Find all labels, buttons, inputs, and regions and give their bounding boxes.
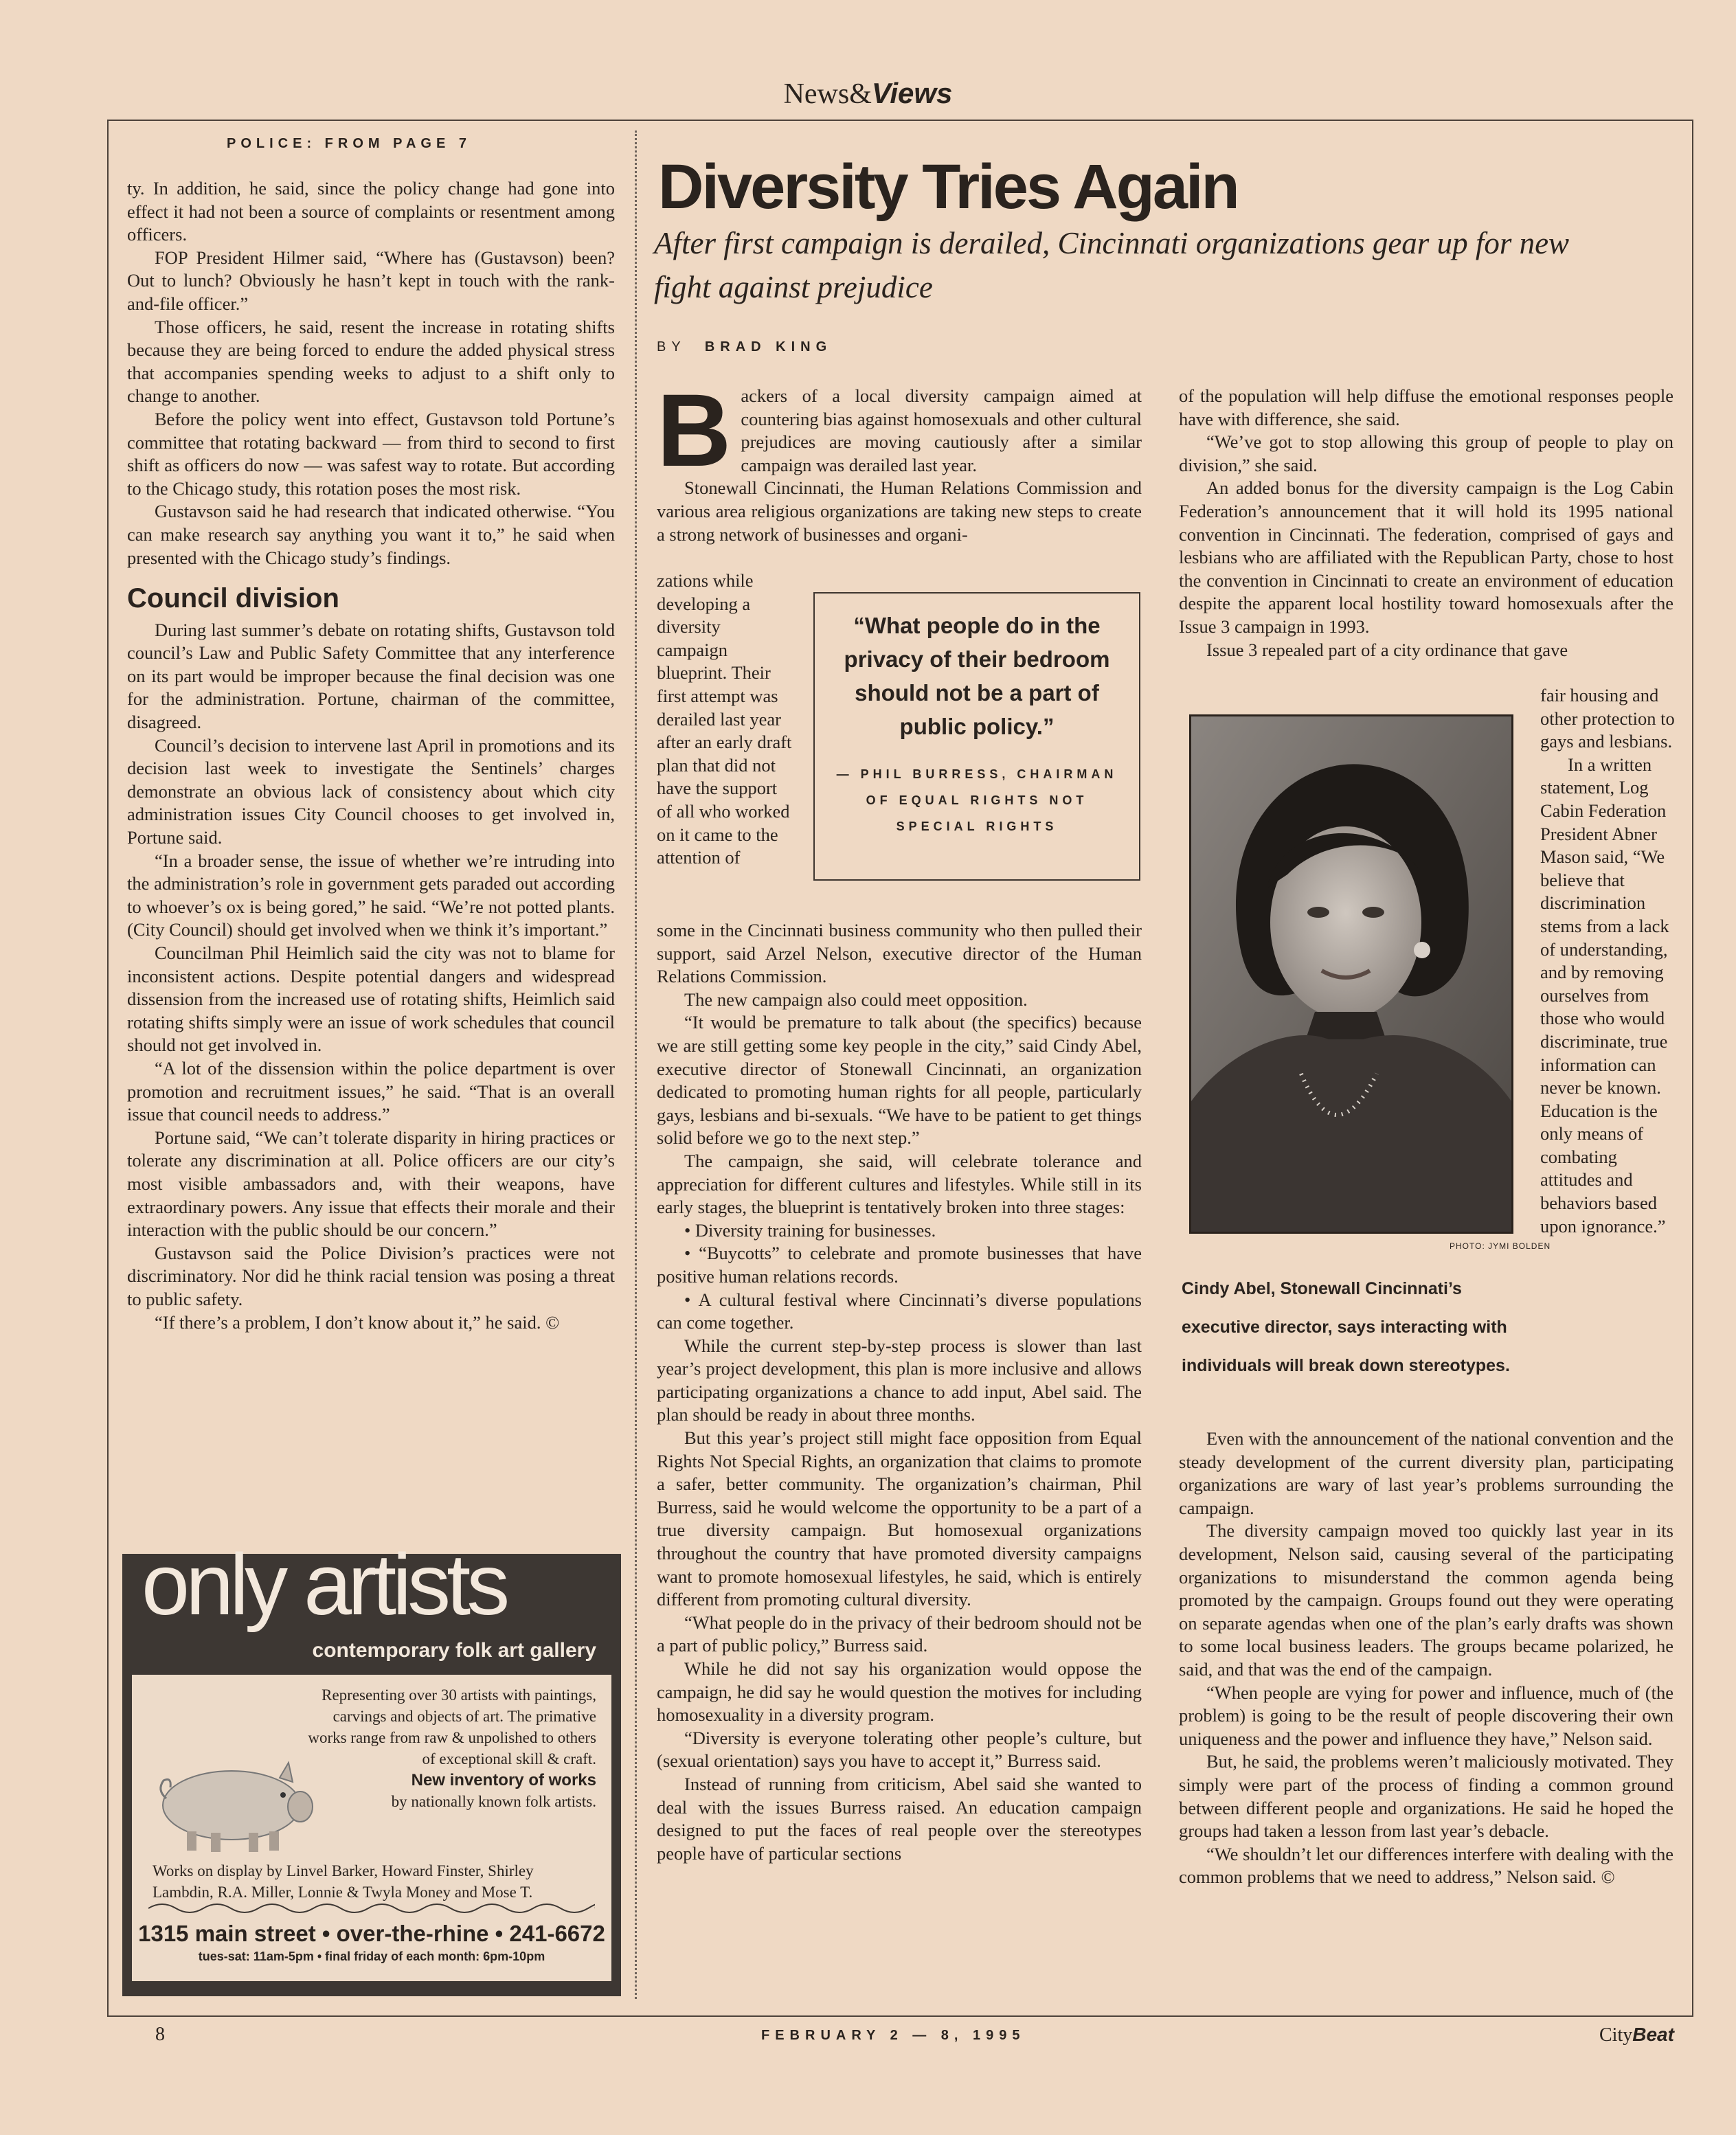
wavy-divider: [148, 1903, 595, 1914]
left-paragraph: Portune said, “We can’t tolerate disparity in hiring practices or tolerate any discrimination at all. Police officers are our city’s most visible ambassadors and, with their weapons, have extraordinary powers. Any issue that effects their morale and their interaction with the public should be our concern.”: [127, 1127, 615, 1241]
left-paragraph: Gustavson said he had research that indicated otherwise. “You can make research say anything you want it to,” he said when presented with the Chicago study’s findings.: [127, 501, 615, 568]
article-paragraph: “It would be premature to talk about (the specifics) because we are still getting some key people in the city,” said Cindy Abel, executive director of Stonewall Cincinnati, an organization dedicated to promoting human rights for all people, particularly gays, lesbians and bi-sexuals. “We have to be patient to get things solid before we go to the next step.”: [657, 1012, 1142, 1149]
left-paragraph: Before the policy went into effect, Gustavson told Portune’s committee that rotating backward — from third to second to first shift as officers do now — was safest way to rotate. But according to the Chicago study, this rotation poses the most risk.: [127, 408, 615, 499]
article-paragraph: some in the Cincinnati business community who then pulled their support, said Arzel Nelson, executive director of the Human Relations Commission.: [657, 920, 1142, 987]
ad-subtitle: contemporary folk art gallery: [312, 1639, 596, 1662]
headline: Diversity Tries Again: [658, 152, 1238, 222]
bullet-item: • A cultural festival where Cincinnati’s diverse populations can come together.: [657, 1289, 1142, 1333]
deck: After first campaign is derailed, Cincinnati organizations gear up for new fight against prejudice: [654, 226, 1570, 304]
article-paragraph: The campaign, she said, will celebrate tolerance and appreciation for different cultures and lifestyles. While still in its early stages, the blueprint is tentatively broken into three stages:: [657, 1150, 1142, 1218]
article-paragraph: Even with the announcement of the national convention and the steady development of the current diversity plan, participating organizations are wary of last year’s problems surrounding the campaign.: [1179, 1428, 1673, 1518]
article-opening: [657, 372, 1142, 546]
section-name-views: Views: [871, 77, 953, 109]
right-column-top: [1179, 385, 1673, 662]
gallery-advertisement: [122, 1536, 621, 1996]
article-paragraph: “Diversity is everyone tolerating other people’s culture, but (sexual orientation) says you have to accept it,” Burress said.: [657, 1727, 1142, 1772]
ad-title: only artists: [142, 1536, 506, 1633]
subhead-council-division: Council division: [127, 583, 339, 614]
article-paragraph: While the current step-by-step process is slower than last year’s project development, this plan is more inclusive and allows participating organizations a chance to add input, Abel said. The plan should be ready in about three months.: [657, 1335, 1142, 1425]
article-paragraph: “What people do in the privacy of their bedroom should not be a part of public policy,” Burress said.: [657, 1612, 1142, 1656]
byline-author: BRAD KING: [704, 339, 833, 354]
article-paragraph: But, he said, the problems weren’t maliciously motivated. They simply were part of the process of finding a common ground between different people and organizations. He said he hoped the groups had taken a lesson from last year’s debacle.: [1179, 1751, 1673, 1842]
pull-quote-attribution: — PHIL BURRESS, CHAIRMAN OF EQUAL RIGHTS NOT SPECIAL RIGHTS: [836, 767, 1118, 833]
left-paragraph: FOP President Hilmer said, “Where has (Gustavson) been? Out to lunch? Obviously he hasn’t kept in touch with the rank-and-file officer.”: [127, 247, 615, 314]
ad-new-inventory: New inventory of works: [411, 1771, 596, 1789]
bullet-item: • “Buycotts” to celebrate and promote businesses that have positive human relations records.: [657, 1243, 1142, 1287]
brand-beat: Beat: [1632, 2024, 1674, 2045]
left-paragraph: ty. In addition, he said, since the policy change had gone into effect it had not been a source of complaints or resentment among officers.: [127, 178, 615, 245]
left-paragraph: Councilman Phil Heimlich said the city was not to blame for inconsistent actions. Despite potential dangers and widespread dissension from the increased use of rotating shifts, Heimlich said rotating shifts simply were an issue of work schedules that council should not get involved in.: [127, 942, 615, 1056]
right-column-bottom: [1179, 1427, 1673, 1889]
drop-cap: B: [657, 372, 732, 488]
byline-by: BY: [657, 339, 686, 354]
issue-date: FEBRUARY 2 — 8, 1995: [761, 2028, 1026, 2043]
section-name-news: News&: [783, 78, 872, 110]
article-paragraph: Stonewall Cincinnati, the Human Relations Commission and various area religious organizations are taking new steps to create a strong network of businesses and organi-: [657, 477, 1142, 545]
pull-quote-box: [813, 592, 1140, 881]
lead-paragraph: [657, 372, 1142, 488]
ad-address: 1315 main street • over-the-rhine • 241-6672: [138, 1921, 605, 1946]
ad-description-text: Representing over 30 artists with paintings, carvings and objects of art. The primative works range from raw & unpolished to others of exceptional skill & craft.: [308, 1686, 596, 1767]
portrait-photo: [1189, 714, 1513, 1234]
ad-hours: tues-sat: 11am-5pm • final friday of each month: 6pm-10pm: [198, 1950, 545, 1963]
left-paragraph: Council’s decision to intervene last April in promotions and its decision last week to investigate the Sentinels’ charges demonstrate an obvious lack of consistency about which city administration issues City Council chooses to get involved in, Portune said.: [127, 734, 615, 848]
left-paragraph: Those officers, he said, resent the increase in rotating shifts because they are being forced to endure the added physical stress that accompanies spending weeks to adjust to a shift only to change to another.: [127, 316, 615, 407]
photo-credit: PHOTO: JYMI BOLDEN: [1450, 1241, 1551, 1251]
brand-city: City: [1599, 2024, 1633, 2046]
article-paragraph: “We’ve got to stop allowing this group of people to play on division,” she said.: [1179, 431, 1673, 475]
left-paragraph: “A lot of the dissension within the police department is over promotion and recruitment issues,” he said. “That is an overall issue that council needs to address.”: [127, 1057, 615, 1125]
photo-caption: Cindy Abel, Stonewall Cincinnati’s executive director, says interacting with individuals will break down stereotypes.: [1182, 1279, 1510, 1375]
article-paragraph: Instead of running from criticism, Abel said she wanted to deal with the issues Burress raised. An education campaign designed to put the faces of real people over the stereotypes people have of particular sections: [657, 1773, 1142, 1864]
left-column: [127, 177, 615, 1334]
middle-column: [657, 919, 1142, 1865]
narrow-column: zations while developing a diversity campaign blueprint. Their first attempt was derailed last year after an early draft plan that did not have the support of all who worked on it came to the attention of: [657, 570, 792, 868]
section-header: [0, 77, 1736, 111]
pull-quote: “What people do in the privacy of their bedroom should not be a part of public policy.”: [844, 613, 1110, 739]
article-paragraph: The new campaign also could meet opposition.: [684, 989, 1028, 1010]
column-divider: [635, 131, 637, 1999]
article-paragraph: “We shouldn’t let our differences interfere with dealing with the common problems that we need to address,” Nelson said. ©: [1179, 1843, 1673, 1888]
jump-line: POLICE: FROM PAGE 7: [227, 136, 471, 151]
left-paragraph: “In a broader sense, the issue of whether we’re intruding into the administration’s role in government gets paraded out according to whoever’s ox is being gored,” he said. “We’re not potted plants. (City Council) should get involved when we think it’s important.”: [127, 850, 615, 940]
article-paragraph: of the population will help diffuse the emotional responses people have with difference, she said.: [1179, 385, 1673, 429]
article-paragraph: An added bonus for the diversity campaign is the Log Cabin Federation’s announcement that it will hold its 1995 national convention in Cincinnati. The federation, comprised of gays and lesbians who are affiliated with the Republican Party, chose to host the convention in Cincinnati to create an environment of education despite the apparent local hostility toward homosexuals after the Issue 3 campaign in 1993.: [1179, 477, 1673, 637]
ad-folk-artists: by nationally known folk artists.: [391, 1793, 596, 1810]
article-paragraph: The diversity campaign moved too quickly last year in its development, Nelson said, causing several of the participating organizations to misunderstand the common agenda being promoted by the campaign. Groups found out they were operating on separate agendas when one of the plan’s early drafts was shown to some local business leaders. The groups became polarized, he said, and that was the end of the campaign.: [1179, 1520, 1673, 1680]
article-paragraph: Issue 3 repealed part of a city ordinance that gave: [1206, 639, 1568, 660]
ad-works-list: Works on display by Linvel Barker, Howard Finster, Shirley Lambdin, R.A. Miller, Lonnie & Twyla Money and Mose T.: [153, 1862, 534, 1901]
left-paragraph: During last summer’s debate on rotating shifts, Gustavson told council’s Law and Public Safety Committee that any interference on its part would be improper because the final decision was one for the administration. Portune, chairman of the committee, disagreed.: [127, 619, 615, 733]
pig-icon: [146, 1757, 317, 1853]
article-paragraph: In a written statement, Log Cabin Federation President Abner Mason said, “We believe that discrimination stems from a lack of understanding, and by removing ourselves from those who would discriminate, true information can never be known. Education is the only means of combating attitudes and behaviors based upon ignorance.”: [1540, 754, 1669, 1236]
byline: [657, 339, 832, 355]
lead-text: ackers of a local diversity campaign aimed at countering bias against homosexuals and other cultural prejudices are moving cautiously after a similar campaign was derailed last year.: [741, 385, 1142, 475]
left-paragraph: Gustavson said the Police Division’s practices were not discriminatory. Nor did he think racial tension was posing a threat to public safety.: [127, 1242, 615, 1309]
article-paragraph: fair housing and other protection to gays and lesbians.: [1540, 685, 1675, 752]
publication-logo: [1599, 2024, 1674, 2046]
page-number: 8: [155, 2024, 165, 2045]
article-paragraph: While he did not say his organization would oppose the campaign, he did say he would question the motives for including homosexuality in a diversity program.: [657, 1658, 1142, 1726]
article-paragraph: “When people are vying for power and influence, much of (the problem) is going to be the result of people discovering their own uniqueness and the power and influence they have,” Nelson said.: [1179, 1682, 1673, 1749]
right-narrow-column: [1540, 684, 1678, 1238]
ad-description: [308, 1684, 596, 1812]
portrait-image: [1191, 716, 1511, 1232]
article-paragraph: But this year’s project still might face opposition from Equal Rights Not Special Rights, an organization that claims to promote a safer, better community. The organization’s chairman, Phil Burress, said he would welcome the opportunity to be a part of a true diversity campaign. But homosexual organizations throughout the country that have promoted diversity campaigns want to promote homosexual lifestyles, he said, which is entirely different from promoting cultural diversity.: [657, 1427, 1142, 1610]
bullet-item: • Diversity training for businesses.: [684, 1219, 936, 1241]
left-paragraph: “If there’s a problem, I don’t know about it,” he said. ©: [155, 1311, 560, 1333]
ad-panel: [132, 1675, 611, 1981]
